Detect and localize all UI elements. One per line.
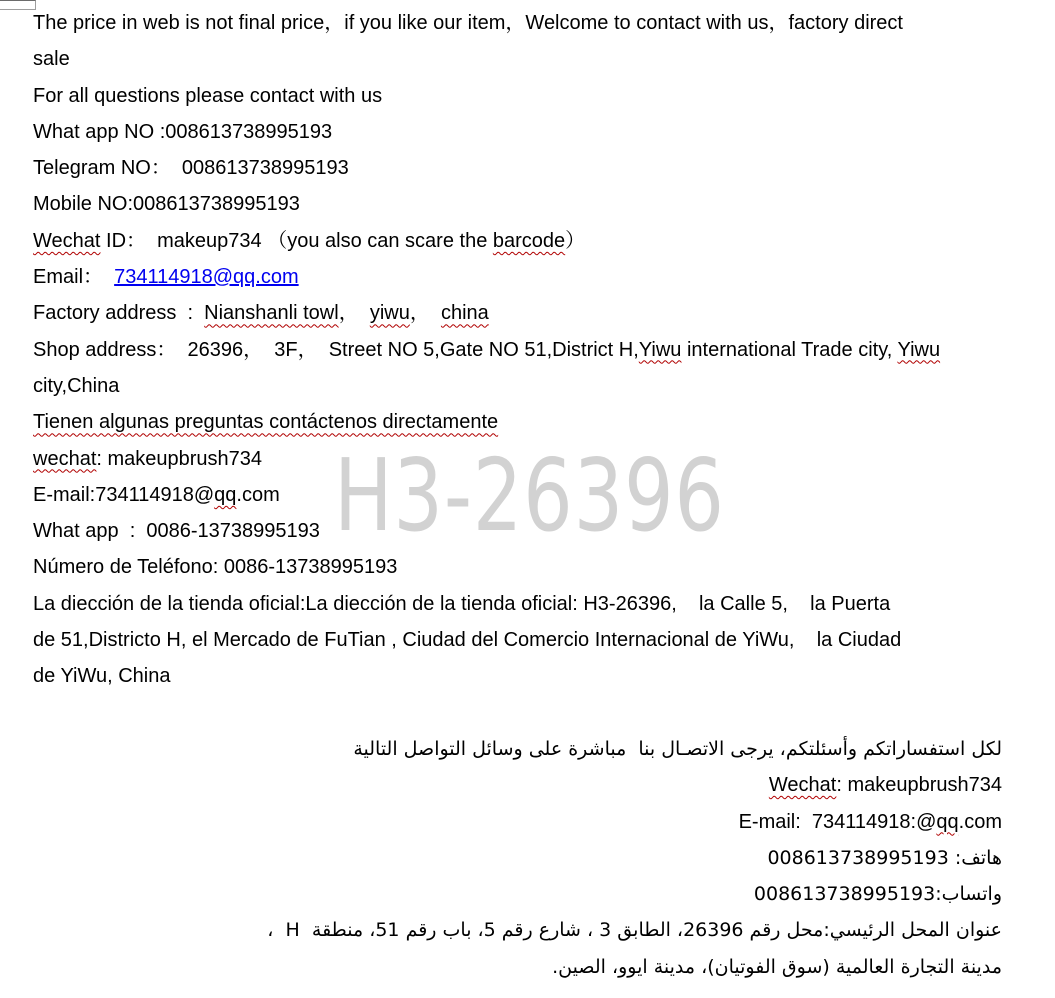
misspelled-text: barcode xyxy=(492,229,566,252)
shop-address-line-2 xyxy=(33,368,1002,404)
text-segment: واتساب:008613738995193 xyxy=(753,883,1002,906)
text-segment: E-mail: 734114918:@ xyxy=(738,810,937,833)
text-segment: The price in web is not final price，if you like our item，Welcome to contact with us，factory direct xyxy=(33,12,903,34)
misspelled-text: qq xyxy=(936,810,959,833)
spanish-contact-line xyxy=(33,404,1002,440)
text-segment: What app : 0086-13738995193 xyxy=(33,520,320,543)
wechat-id-line xyxy=(33,223,1002,259)
misspelled-text: Yiwu xyxy=(638,338,682,361)
text-segment: ） xyxy=(565,229,586,252)
spanish-wechat-line xyxy=(33,441,1002,477)
text-segment: Factory address : xyxy=(33,302,205,325)
text-segment: ， xyxy=(338,302,370,325)
telegram-number-line xyxy=(33,150,1002,186)
text-segment: international Trade city, xyxy=(681,338,898,361)
text-segment: For all questions please contact with us xyxy=(33,84,383,107)
spanish-whatsapp-line xyxy=(33,513,1002,549)
shop-address-line-1 xyxy=(33,332,1002,368)
text-segment: : makeupbrush734 xyxy=(836,774,1002,797)
text-segment: Email： xyxy=(33,266,115,289)
text-segment: Telegram NO： 008613738995193 xyxy=(33,157,349,180)
misspelled-text: Wechat xyxy=(768,774,837,797)
arabic-address-line-1 xyxy=(33,912,1002,948)
price-notice-line-1 xyxy=(33,5,1002,41)
text-segment: city,China xyxy=(33,374,120,397)
misspelled-text: Nianshanli towl xyxy=(204,302,339,325)
arabic-email-line xyxy=(33,804,1002,840)
cropped-corner-artifact xyxy=(0,0,36,10)
arabic-wechat-line xyxy=(33,767,1002,803)
arabic-address-line-2 xyxy=(33,949,1002,985)
whatsapp-number-line xyxy=(33,114,1002,150)
email-line xyxy=(33,259,1002,295)
arabic-contact-invite-line xyxy=(33,731,1002,767)
contact-invite-line xyxy=(33,78,1002,114)
misspelled-text: qq xyxy=(214,483,237,506)
mobile-number-line xyxy=(33,186,1002,222)
text-segment: مدينة التجارة العالمية (سوق الفوتيان)، مدينة ايوو، الصين. xyxy=(552,955,1002,978)
text-segment: لكل استفساراتكم وأسئلتكم، يرجى الاتصـال بنا مباشرة على وسائل التواصل التالية xyxy=(353,737,1002,760)
text-segment: ID： makeup734 （you also can scare the xyxy=(100,229,493,252)
misspelled-text: Tienen algunas preguntas contáctenos directamente xyxy=(33,411,499,434)
misspelled-text: Wechat xyxy=(33,229,101,252)
watermark-text: H3-26396 xyxy=(334,437,725,554)
arabic-whatsapp-line xyxy=(33,876,1002,912)
arabic-phone-line xyxy=(33,840,1002,876)
text-segment: Número de Teléfono: 0086-13738995193 xyxy=(33,556,398,579)
text-segment: .com xyxy=(236,483,280,506)
text-segment: E-mail:734114918@ xyxy=(33,483,215,506)
text-segment: : makeupbrush734 xyxy=(96,447,263,470)
text-segment: sale xyxy=(33,48,70,71)
text-segment: ， xyxy=(409,302,441,325)
spanish-address-line-3 xyxy=(33,658,1002,694)
misspelled-text: china xyxy=(440,302,489,325)
misspelled-text: yiwu xyxy=(369,302,410,325)
email-link[interactable]: 734114918@qq.com xyxy=(114,266,299,289)
text-segment: عنوان المحل الرئيسي:محل رقم 26396، الطابق 3 ، شارع رقم 5، باب رقم 51، منطقة H ، xyxy=(267,919,1002,942)
text-segment: La diección de la tienda oficial:La diección de la tienda oficial: H3-26396, la Calle 5, la Puerta xyxy=(33,592,891,615)
text-segment: .com xyxy=(958,810,1002,833)
text-segment: What app NO :008613738995193 xyxy=(33,120,333,143)
text-segment: de 51,Districto H, el Mercado de FuTian , Ciudad del Comercio Internacional de YiWu, la Ciudad xyxy=(33,629,902,652)
text-segment: Shop address： 26396， 3F， Street NO 5,Gate NO 51,District H, xyxy=(33,338,639,361)
spanish-phone-line xyxy=(33,549,1002,585)
blank-line xyxy=(33,695,1002,731)
misspelled-text: Yiwu xyxy=(897,338,941,361)
spanish-address-line-1 xyxy=(33,586,1002,622)
price-notice-line-2 xyxy=(33,41,1002,77)
misspelled-text: wechat xyxy=(33,447,97,470)
text-segment: هاتف: 008613738995193 xyxy=(767,846,1002,869)
text-segment: de YiWu, China xyxy=(33,665,171,688)
text-segment: Mobile NO:008613738995193 xyxy=(33,193,300,216)
spanish-email-line xyxy=(33,477,1002,513)
spanish-address-line-2 xyxy=(33,622,1002,658)
factory-address-line xyxy=(33,295,1002,331)
